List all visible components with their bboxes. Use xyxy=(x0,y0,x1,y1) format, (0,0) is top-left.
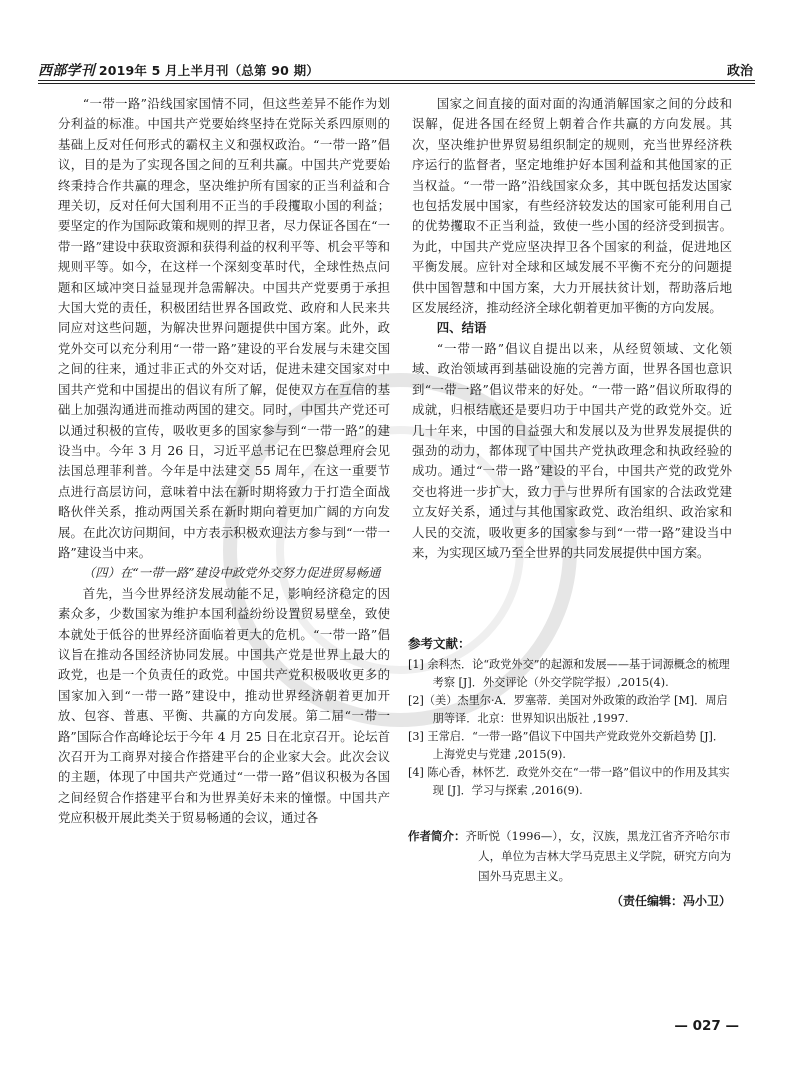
journal-logo: 西部学刊 xyxy=(38,63,95,79)
reference-item: [3] 王常启．“一带一路”倡议下中国共产党政党外交新趋势 [J]．上海党史与党建 ,2015(9). xyxy=(408,730,725,761)
body-paragraph: 首先，当今世界经济发展动能不足，影响经济稳定的因素众多，少数国家为维护本国利益纷纷设置贸易壁垒，致使本就处于低谷的世界经济面临着更大的危机。“一带一路”倡议旨在推动各国经济协同发展。中国共产党是世界上最大的政党，也是一个负责任的政党。中国共产党积极吸收更多的国家加入到“一带一路”建设中，推动世界经济朝着更加开放、包容、普惠、平衡、共赢的方向发展。第二届“一带一路”国际合作高峰论坛于今年 4 月 25 日在北京召开。论坛首次召开为工商界对接合作搭建平台的企业家大会。此次会议的主题，体现了中国共产党通过“一带一路”倡议积极为各国之间经贸合作搭建平台和为世界美好未来的憧憬。中国共产党应积极开展此类关于贸易畅通的会议，通过各 xyxy=(58,585,390,826)
journal-issue: 2019年 5 月上半月刊（总第 90 期） xyxy=(98,63,320,78)
body-paragraph: “一带一路”沿线国家国情不同，但这些差异不能作为划分利益的标准。中国共产党要始终坚持在党际关系四原则的基础上反对任何形式的霸权主义和强权政治。“一带一路”倡议，目的是为了实现各国之间的互利共赢。中国共产党要始终秉持合作共赢的理念，坚决维护所有国家的正当利益和合理关切，反对任何大国利用不正当的手段攫取小国的利益；要坚定的作为国际政策和规则的捍卫者，尽力保证各国在“一带一路”建设中获取资源和获得利益的权利平等、机会平等和规则平等。如今，在这样一个深刻变革时代，全球性热点问题和区域冲突日益显现并急需解决。中国共产党要勇于承担大国大党的责任，积极团结世界各国政党、政府和人民来共同应对这些问题，为解决世界问题提供中国方案。此外，政党外交可以充分利用“一带一路”建设的平台发展与未建交国之间的往来，通过非正式的外交对话，促进未建交国家对中国共产党和中国提出的倡议有所了解，促使双方在互信的基础上加强沟通进而推动两国的建交。同时，中国共产党还可以通过积极的宣传，吸收更多的国家参与到“一带一路”的建设当中。今年 3 月 26 日，习近平总书记在巴黎总理府会见法国总理菲利普。今年是中法建交 55 周年，在这一重要节点进行高层访问，意味着中法在新时期将致力于打造全面战略伙伴关系，推动两国关系在新时期向着更加广阔的方向发展。在此次访问期间，中方表示积极欢迎法方参与到“一带一路”建设当中来。 xyxy=(58,96,390,560)
page-number: — 027 — xyxy=(674,1018,739,1034)
section-subheading: （四）在“一带一路”建设中政党外交努力促进贸易畅通 xyxy=(82,565,381,581)
references-list xyxy=(408,656,734,800)
section-name: 政治 xyxy=(726,64,753,79)
right-column xyxy=(412,94,732,563)
references-title: 参考文献： xyxy=(408,636,471,651)
header-rule-thin xyxy=(38,83,755,84)
author-note-label: 作者简介： xyxy=(408,829,466,843)
journal-info xyxy=(38,60,319,80)
left-column xyxy=(58,94,390,829)
running-header xyxy=(38,56,755,78)
editor-credit: （责任编辑：冯小卫） xyxy=(610,894,731,908)
body-paragraph: “一带一路”倡议自提出以来，从经贸领域、文化领域、政治领域再到基础设施的完善方面，世界各国也意识到“一带一路”倡议带来的好处。“一带一路”倡议所取得的成就，归根结底还是要归功于中国共产党的政党外交。近几十年来，中国的日益强大和发展以及为世界发展提供的强劲的动力，都体现了中国共产党执政理念和执政经验的成功。通过“一带一路”建设的平台，中国共产党的政党外交也将进一步扩大，致力于与世界所有国家的合法政党建立友好关系，通过与其他国家政党、政治组织、政治家和人民的交流，吸收更多的国家参与到“一带一路”建设当中来，为实现区域乃至全世界的共同发展提供中国方案。 xyxy=(412,340,732,560)
section-heading: 四、结语 xyxy=(436,320,487,336)
header-rule xyxy=(38,80,755,81)
author-note-text: 齐昕悦（1996—），女，汉族，黑龙江省齐齐哈尔市人，单位为吉林大学马克思主义学院，研究方向为国外马克思主义。 xyxy=(465,829,732,883)
reference-item: [1] 余科杰．论“政党外交”的起源和发展——基于词源概念的梳理考察 [J]．外交评论（外交学院学报）,2015(4). xyxy=(408,658,730,689)
reference-item: [2]（美）杰里尔·A．罗塞蒂．美国对外政策的政治学 [M]．周启朋等译．北京：世界知识出版社 ,1997. xyxy=(408,694,728,725)
author-note xyxy=(408,826,734,886)
reference-item: [4] 陈心香，林怀艺．政党外交在“一带一路”倡议中的作用及其实现 [J]．学习与探索 ,2016(9). xyxy=(408,766,730,797)
body-paragraph: 国家之间直接的面对面的沟通消解国家之间的分歧和误解，促进各国在经贸上朝着合作共赢的方向发展。其次，坚决维护世界贸易组织制定的规则，充当世界经济秩序运行的监督者，坚定地维护好本国利益和其他国家的正当权益。“一带一路”沿线国家众多，其中既包括发达国家也包括发展中国家，有些经济较发达的国家可能利用自己的优势攫取不正当利益，致使一些小国的经济受到损害。为此，中国共产党应坚决捍卫各个国家的利益，促进地区平衡发展。应针对全球和区域发展不平衡不充分的问题提供中国智慧和中国方案，大力开展扶贫计划，帮助落后地区发展经济，推动经济全球化朝着更加平衡的方向发展。 xyxy=(412,96,732,316)
